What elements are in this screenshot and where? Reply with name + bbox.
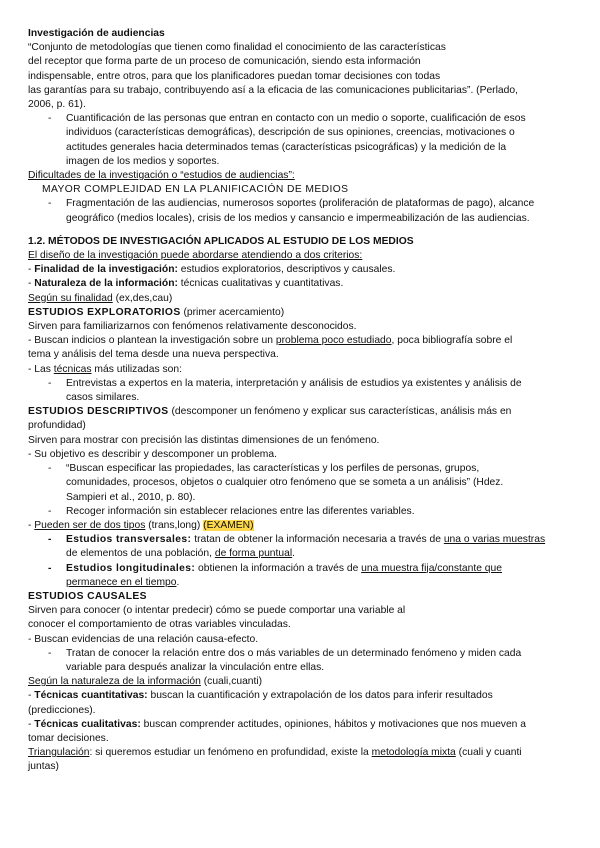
naturaleza-label: Naturaleza de la información: (34, 278, 178, 290)
cuanti-label: Técnicas cuantitativas: (34, 690, 148, 702)
underlined-span: metodología mixta (371, 747, 456, 759)
text-span: : si queremos estudiar un fenómeno en profundidad, existe la (89, 747, 372, 759)
text-span: . (176, 576, 180, 588)
segun-finalidad-label: Según su finalidad (28, 292, 113, 304)
cuanti-line: - Técnicas cuantitativas: buscan la cuantificación y extrapolación de los datos para inferir resultados (28, 690, 493, 702)
cuali-text: buscan comprender actitudes, opiniones, hábitos y motivaciones que nos mueven a (140, 718, 526, 730)
dash-icon: - (48, 505, 52, 517)
text-span: , poca bibliografía sobre el (391, 335, 513, 347)
bullet-line: imagen de los medios y soportes. (66, 155, 220, 167)
bullet-item (48, 197, 576, 225)
quote-line: “Conjunto de metodologías que tienen como finalidad el conocimiento de las características (28, 42, 446, 54)
descriptivos-heading-line (28, 405, 576, 419)
dash-icon: - (48, 198, 52, 210)
text-span: - Buscan indicios o plantean la investigación sobre un (28, 335, 276, 347)
bullet-line: “Buscan especificar las propiedades, las características y los perfiles de personas, grupos, (66, 463, 480, 475)
dash-icon: - (48, 562, 52, 574)
text-line: tomar decisiones. (28, 732, 109, 744)
descriptivos-heading: ESTUDIOS DESCRIPTIVOS (28, 406, 169, 418)
text-span: tratan de obtener la información necesaria a través de (191, 534, 444, 546)
underlined-span: de forma puntual (214, 548, 293, 560)
bullet-line: Cuantificación de las personas que entran en contacto con un medio o soporte, cualificación de esos (66, 113, 526, 125)
underlined-span: Triangulación (28, 747, 90, 759)
longitudinales-label: Estudios longitudinales: (66, 562, 196, 574)
exploratorios-note: (primer acercamiento) (180, 306, 285, 318)
examen-highlight: (EXAMEN) (203, 519, 254, 531)
text-span: (trans,long) (145, 519, 204, 531)
dificultades-heading: Dificultades de la investigación o “estudios de audiencias”: (28, 170, 295, 182)
text-span: más utilizadas son: (91, 363, 182, 375)
text-line: Sirven para mostrar con precisión las distintas dimensiones de un fenómeno. (28, 434, 380, 446)
definition-quote (28, 41, 576, 112)
bullet-line: comunidades, procesos, objetos o cualquier otro fenómeno que se someta a un análisis” (Hdez. (66, 477, 504, 489)
bullet-line: individuos (características demográficas), descripción de sus opiniones, creencias, motivaciones o (66, 127, 515, 139)
descriptivos-note: (descomponer un fenómeno y explicar sus características, análisis más en (168, 406, 512, 418)
underlined-span: una muestra fija/constante que (361, 562, 502, 574)
exploratorios-heading: ESTUDIOS EXPLORATORIOS (28, 306, 181, 318)
text-line: (predicciones). (28, 704, 96, 716)
bullet-item (48, 647, 576, 675)
text-span: de elementos de una población, (66, 548, 215, 560)
bullet-item (48, 505, 576, 519)
text-span: obtienen la información a través de (195, 562, 362, 574)
bullet-line: Tratan de conocer la relación entre dos o más variables de un determinado fenómeno y miden cada (66, 647, 522, 659)
dash-icon: - (48, 534, 52, 546)
bullet-line: Entrevistas a expertos en la materia, interpretación y análisis de estudios ya existentes y análisis de (66, 377, 522, 389)
section-title: Investigación de audiencias (28, 28, 165, 39)
quote-line: 2006, p. 61). (28, 99, 86, 111)
segun-finalidad-note: (ex,des,cau) (112, 292, 173, 304)
text-line (28, 363, 576, 377)
bullet-item (48, 533, 576, 561)
text-line: conocer el comportamiento de otras variables vinculadas. (28, 619, 291, 631)
text-line (28, 334, 576, 348)
triangulacion-line (28, 746, 576, 760)
text-line: - Su objetivo es describir y descomponer un problema. (28, 448, 277, 460)
finalidad-label: Finalidad de la investigación: (34, 264, 178, 276)
segun-naturaleza-note: (cuali,cuanti) (200, 676, 263, 688)
bullet-line: Recoger información sin establecer relaciones entre las diferentes variables. (66, 505, 415, 517)
text-line: Sirven para familiarizarnos con fenómenos relativamente desconocidos. (28, 321, 357, 333)
tipos-line (28, 519, 576, 533)
bullet-line: casos similares. (66, 392, 140, 404)
bullet-line: variable para después analizar la vinculación entre ellas. (66, 661, 325, 673)
underlined-span: una o varias muestras (443, 534, 546, 546)
cuanti-text: buscan la cuantificación y extrapolación de los datos para inferir resultados (147, 690, 493, 702)
naturaleza-line: - Naturaleza de la información: técnicas cualitativas y cuantitativas. (28, 278, 344, 290)
diseno-line: El diseño de la investigación puede abordarse atendiendo a dos criterios: (28, 250, 363, 262)
dash-icon: - (48, 113, 52, 125)
text-line: tema y análisis del tema desde una nueva perspectiva. (28, 349, 279, 361)
bullet-item (48, 377, 576, 405)
bullet-item (48, 562, 576, 590)
dash-icon: - (48, 377, 52, 389)
text-line: profundidad) (28, 420, 86, 432)
text-span: . (292, 548, 295, 560)
naturaleza-text: técnicas cualitativas y cuantitativas. (177, 278, 344, 290)
dash-icon: - (48, 463, 52, 475)
bullet-item (48, 462, 576, 505)
text-span: - (28, 519, 35, 531)
bullet-item (48, 112, 576, 169)
bullet-line: Sampieri et al., 2010, p. 80). (66, 491, 196, 503)
section-heading: 1.2. MÉTODOS DE INVESTIGACIÓN APLICADOS AL ESTUDIO DE LOS MEDIOS (28, 235, 414, 247)
segun-naturaleza-label: Según la naturaleza de la información (28, 676, 201, 688)
bullet-line: geográfico (medios locales), crisis de los medios y cansancio e impermeabilización de las audiencias. (66, 212, 530, 224)
dash-icon: - (48, 647, 52, 659)
underlined-span: técnicas (53, 363, 92, 375)
transversales-label: Estudios transversales: (66, 534, 192, 546)
underlined-span: permanece en el tiempo (66, 576, 177, 588)
causales-heading: ESTUDIOS CAUSALES (28, 590, 147, 602)
text-line: Sirven para conocer (o intentar predecir) cómo se puede comportar una variable al (28, 605, 406, 617)
segun-naturaleza-line (28, 675, 576, 689)
cuali-line: - Técnicas cualitativas: buscan comprender actitudes, opiniones, hábitos y motivaciones que nos mueven a (28, 718, 526, 730)
bullet-line: actitudes generales hacia determinados temas (características psicográficas) y la medición de la (66, 141, 507, 153)
bullet-line: Fragmentación de las audiencias, numerosos soportes (proliferación de plataformas de pago), alcance (66, 198, 535, 210)
quote-line: del receptor que forma parte de un proceso de comunicación, siendo esta información (28, 56, 421, 68)
exploratorios-heading-line (28, 306, 576, 320)
mayor-complejidad: MAYOR COMPLEJIDAD EN LA PLANIFICACIÓN DE MEDIOS (42, 184, 349, 196)
text-line: juntas) (28, 761, 59, 773)
text-line: - Buscan evidencias de una relación causa-efecto. (28, 633, 259, 645)
finalidad-text: estudios exploratorios, descriptivos y causales. (177, 264, 396, 276)
segun-finalidad-line (28, 292, 576, 306)
text-span: (cuali y cuanti (455, 747, 522, 759)
quote-line: las garantías para su trabajo, contribuyendo así a la eficacia de las comunicaciones publicitarias”. (Perlado, (28, 84, 518, 96)
quote-line: indispensable, entre otros, para que los planificadores puedan tomar decisiones con todas (28, 70, 441, 82)
underlined-span: Pueden ser de dos tipos (34, 519, 146, 531)
finalidad-line: - Finalidad de la investigación: estudios exploratorios, descriptivos y causales. (28, 264, 396, 276)
document-page (28, 27, 576, 775)
underlined-span: problema poco estudiado (275, 335, 392, 347)
cuali-label: Técnicas cualitativas: (34, 718, 141, 730)
text-span: - Las (28, 363, 54, 375)
